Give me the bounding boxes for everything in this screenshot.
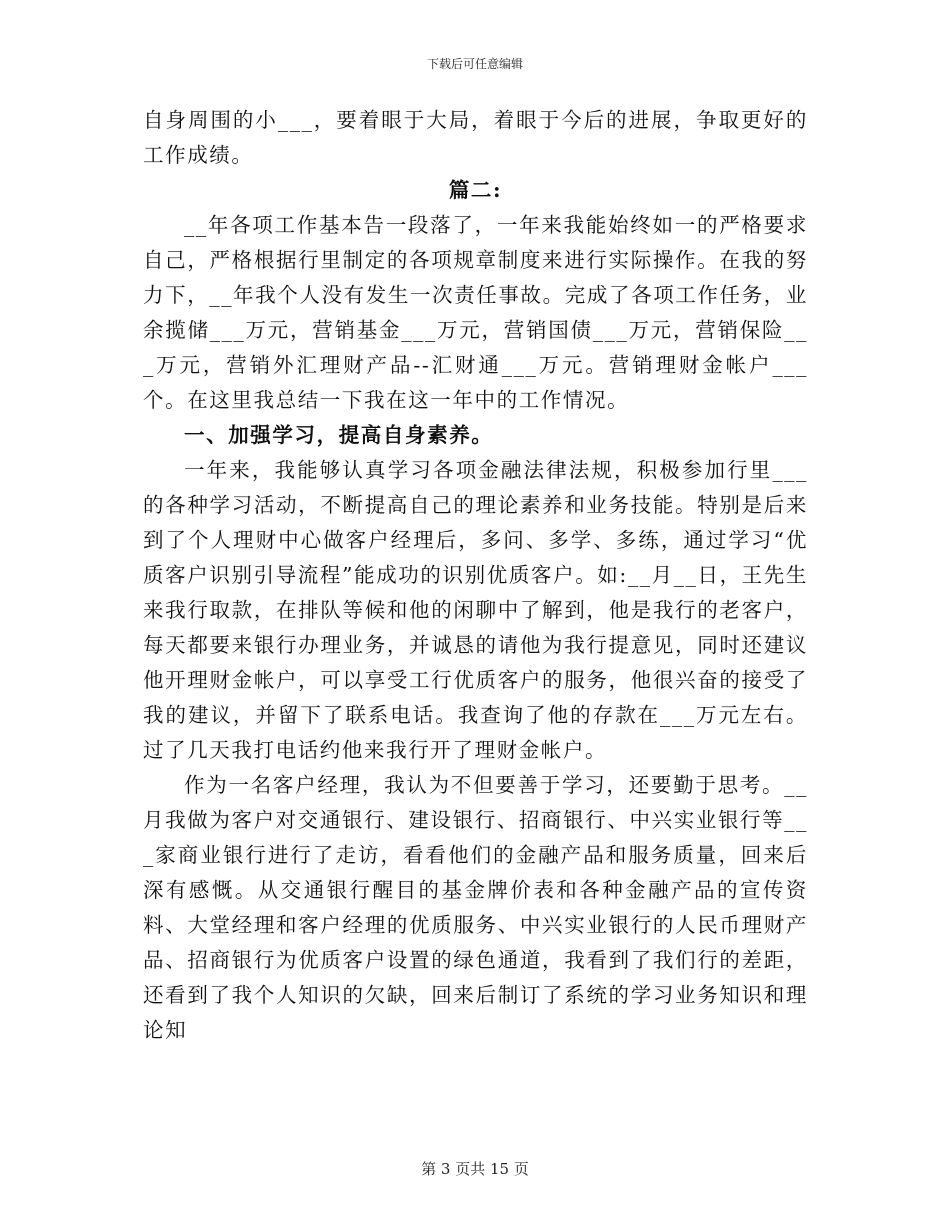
section-heading: 篇二:: [448, 178, 503, 202]
subsection-heading: 一、加强学习，提高自身素养。: [184, 423, 494, 447]
paragraph-continued: 自身周围的小___，要着眼于大局，着眼于今后的进展，争取更好的工作成绩。: [143, 108, 808, 167]
paragraph-thinking: 作为一名客户经理，我认为不但要善于学习，还要勤于思考。__月我做为客户对交通银行、建设银行、招商银行、中兴实业银行等___家商业银行进行了走访，看看他们的金融产品和服务质量，回来后深有感慨。从交通银行醒目的基金牌价表和各种金融产品的宣传资料、大堂经理和客户经理的优质服务、中兴实业银行的人民币理财产品、招商银行为优质客户设置的绿色通道，我看到了我们行的差距，还看到了我个人知识的欠缺，回来后制订了系统的学习业务知识和理论知: [143, 773, 808, 1042]
paragraph-intro: __年各项工作基本告一段落了，一年来我能始终如一的严格要求自己，严格根据行里制定的各项规章制度来进行实际操作。在我的努力下，__年我个人没有发生一次责任事故。完成了各项工作任务，业余揽储___万元，营销基金___万元，营销国债___万元，营销保险___万元，营销外汇理财产品--汇财通___万元。营销理财金帐户___个。在这里我总结一下我在这一年中的工作情况。: [143, 213, 808, 412]
page-header: 下载后可任意编辑: [426, 57, 523, 71]
page-footer: 第 3 页共 15 页: [421, 1160, 529, 1178]
document-body: [143, 103, 808, 1048]
paragraph-study: 一年来，我能够认真学习各项金融法律法规，积极参加行里___的各种学习活动，不断提高自己的理论素养和业务技能。特别是后来到了个人理财中心做客户经理后，多问、多学、多练，通过学习“优质客户识别引导流程”能成功的识别优质客户。如:__月__日，王先生来我行取款，在排队等候和他的闲聊中了解到，他是我行的老客户，每天都要来银行办理业务，并诚恳的请他为我行提意见，同时还建议他开理财金帐户，可以享受工行优质客户的服务，他很兴奋的接受了我的建议，并留下了联系电话。我查询了他的存款在___万元左右。过了几天我打电话约他来我行开了理财金帐户。: [143, 458, 808, 762]
